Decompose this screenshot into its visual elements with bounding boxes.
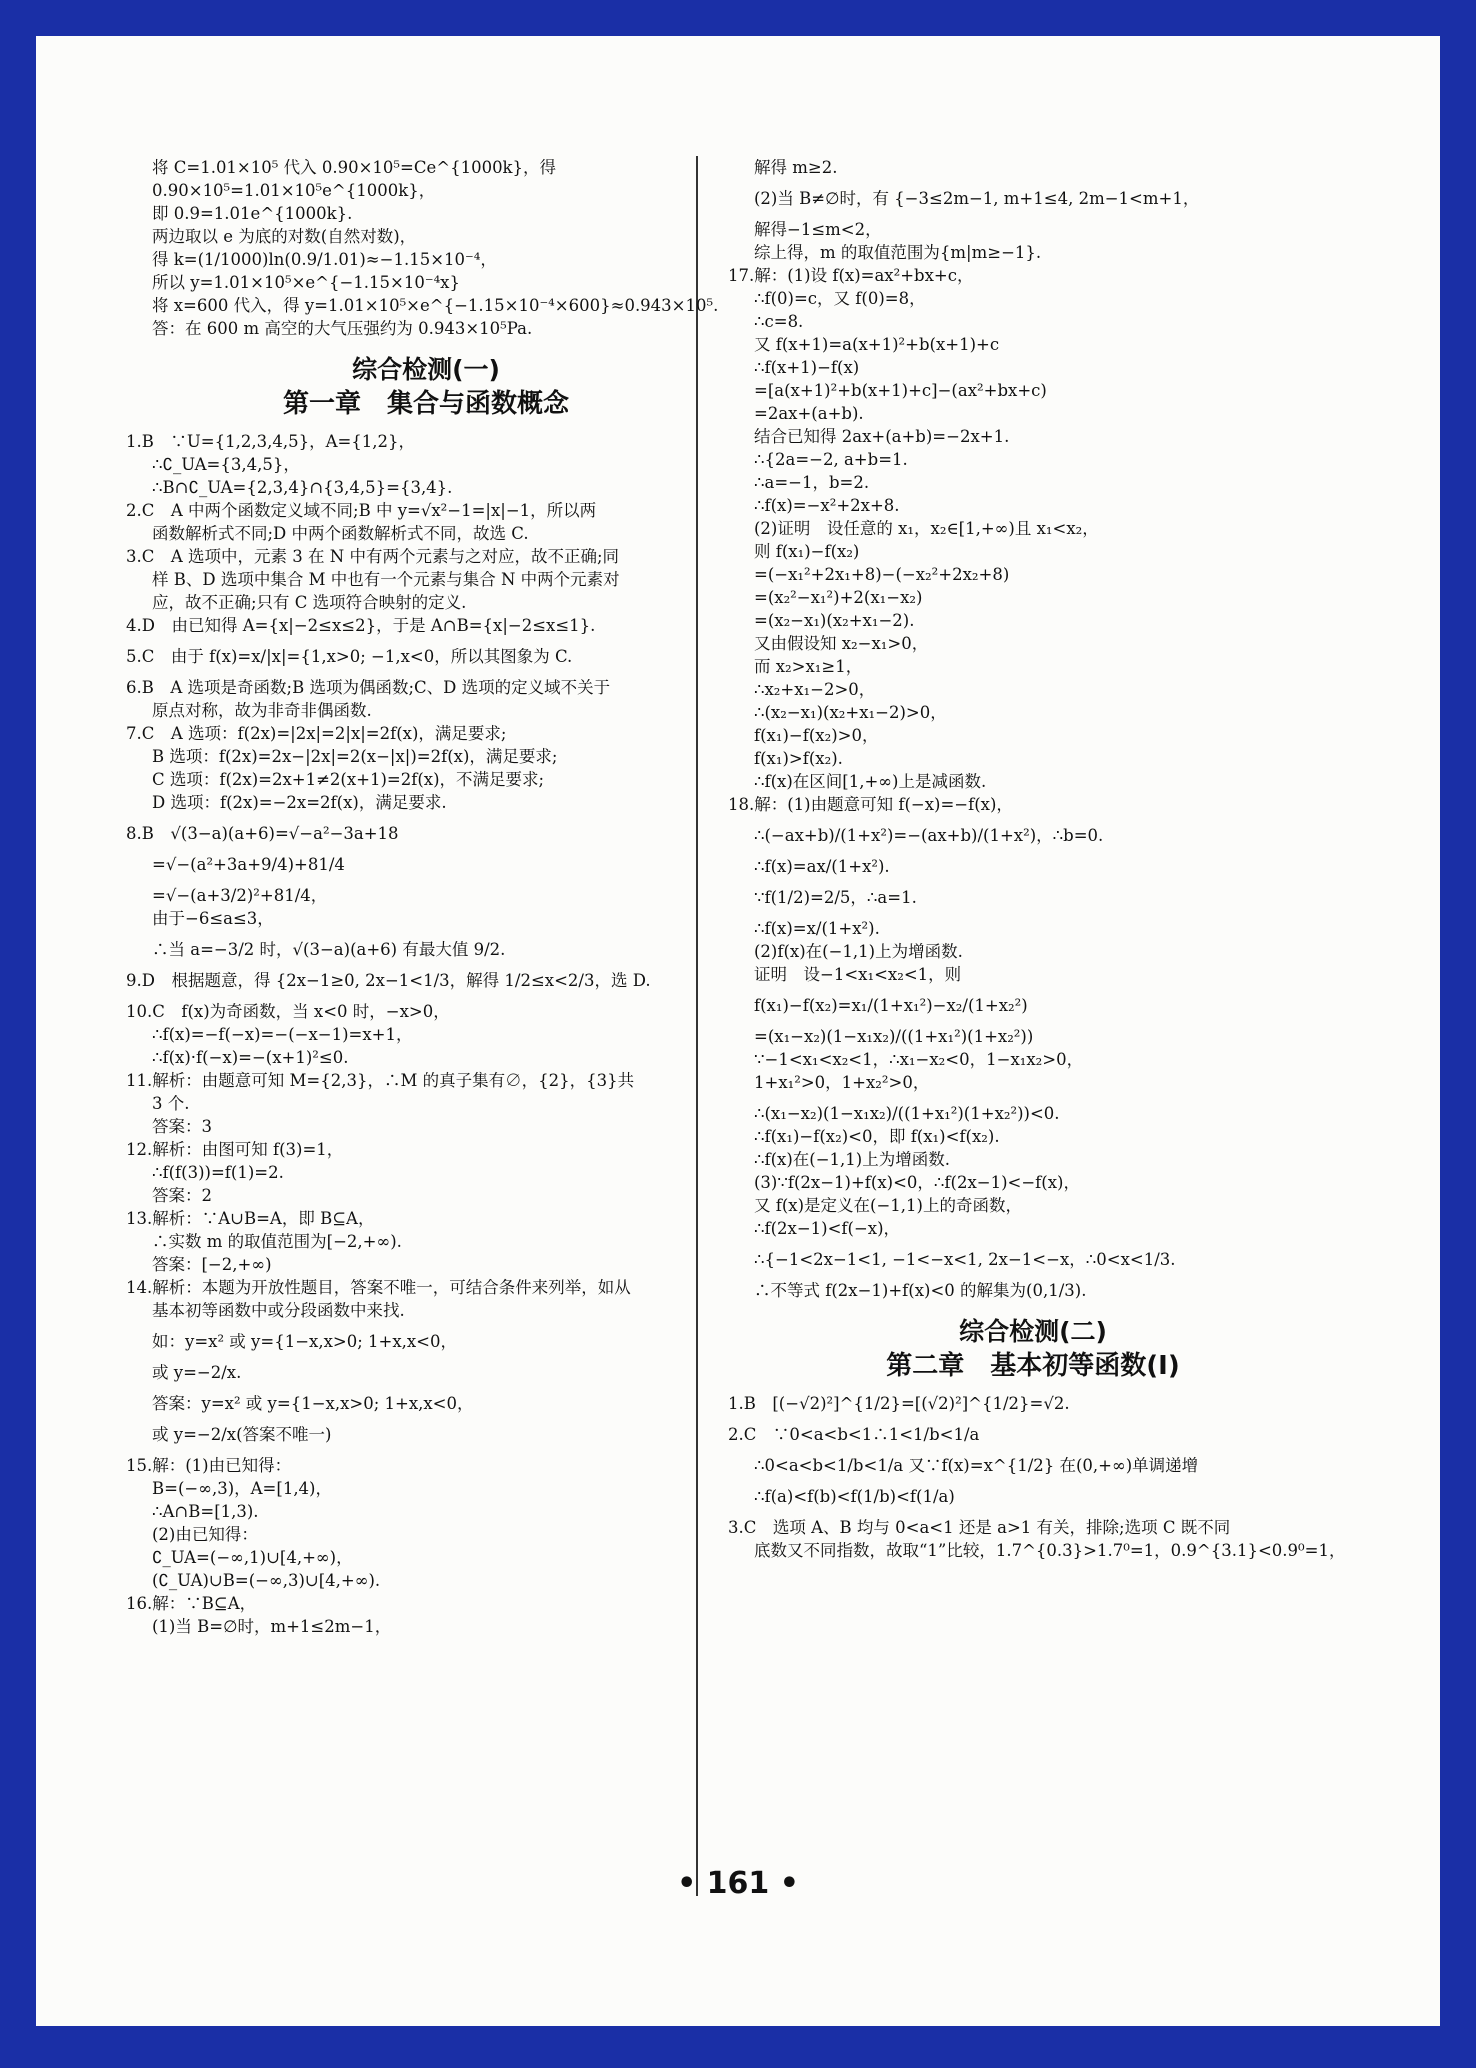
answer-line: 9.D 根据题意，得 {2x−1≥0, 2x−1<1/3，解得 1/2≤x<2/3，选 D. bbox=[126, 971, 651, 990]
text-line: f(x₁)−f(x₂)>0， bbox=[754, 726, 879, 745]
text-line: ∴f(x)=−x²+2x+8. bbox=[754, 496, 900, 515]
text-line: 0.90×10⁵=1.01×10⁵e^{1000k}， bbox=[152, 181, 436, 200]
text-line: ∴(x₁−x₂)(1−x₁x₂)/((1+x₁²)(1+x₂²))<0. bbox=[754, 1104, 1060, 1123]
answer-line: 8.B √(3−a)(a+6)=√−a²−3a+18 bbox=[126, 824, 399, 843]
answer-line: 15.解：(1)由已知得： bbox=[126, 1456, 292, 1475]
text-line: 将 C=1.01×10⁵ 代入 0.90×10⁵=Ce^{1000k}，得 bbox=[152, 158, 557, 177]
text-line: 则 f(x₁)−f(x₂) bbox=[754, 542, 860, 561]
answer-line: 应，故不正确;只有 C 选项符合映射的定义. bbox=[152, 593, 467, 612]
text-line: ∵−1<x₁<x₂<1，∴x₁−x₂<0，1−x₁x₂>0， bbox=[754, 1050, 1084, 1069]
answer-line: 4.D 由已知得 A={x|−2≤x≤2}，于是 A∩B={x|−2≤x≤1}. bbox=[126, 616, 596, 635]
answer-line: 16.解：∵B⊆A， bbox=[126, 1594, 257, 1613]
answer-line: ∴B∩∁_UA={2,3,4}∩{3,4,5}={3,4}. bbox=[152, 478, 453, 497]
answer-line: (∁_UA)∪B=(−∞,3)∪[4,+∞). bbox=[152, 1571, 381, 1590]
answer-line: 2.C ∵0<a<b<1∴1<1/b<1/a bbox=[728, 1425, 980, 1444]
answer-line: ∴A∩B=[1,3). bbox=[152, 1502, 259, 1521]
answer-line: ∴f(a)<f(b)<f(1/b)<f(1/a) bbox=[754, 1487, 955, 1506]
answer-line: 底数又不同指数，故取“1”比较，1.7^{0.3}>1.7⁰=1，0.9^{3.1}<0.9⁰=1， bbox=[754, 1541, 1346, 1560]
chapter-title: 第一章 集合与函数概念 bbox=[282, 389, 569, 419]
text-line: 1+x₁²>0，1+x₂²>0， bbox=[754, 1073, 930, 1092]
text-line: (2)当 B≠∅时，有 {−3≤2m−1, m+1≤4, 2m−1<m+1， bbox=[754, 189, 1200, 208]
section-title: 综合检测(一) bbox=[352, 355, 500, 384]
text-line: 答：在 600 m 高空的大气压强约为 0.943×10⁵Pa. bbox=[152, 319, 533, 338]
right-column bbox=[728, 156, 1346, 1562]
page-number: • 161 • bbox=[677, 1866, 799, 1901]
answer-line: ∁_UA=(−∞,1)∪[4,+∞)， bbox=[152, 1548, 353, 1567]
text-line: (2)证明 设任意的 x₁，x₂∈[1,+∞)且 x₁<x₂， bbox=[754, 519, 1099, 538]
text-line: 18.解：(1)由题意可知 f(−x)=−f(x)， bbox=[728, 795, 1013, 814]
text-line: (3)∵f(2x−1)+f(x)<0，∴f(2x−1)<−f(x)， bbox=[754, 1173, 1080, 1192]
page bbox=[36, 36, 1440, 2026]
answer-line: ∴实数 m 的取值范围为[−2,+∞). bbox=[152, 1232, 402, 1251]
answer-line: ∴0<a<b<1/b<1/a 又∵f(x)=x^{1/2} 在(0,+∞)单调递增 bbox=[754, 1456, 1199, 1475]
answer-line: 7.C A 选项：f(2x)=|2x|=2|x|=2f(x)，满足要求; bbox=[126, 724, 507, 743]
chapter-title: 第二章 基本初等函数(I) bbox=[886, 1351, 1180, 1381]
text-line: 将 x=600 代入，得 y=1.01×10⁵×e^{−1.15×10⁻⁴×600}≈0.943×10⁵. bbox=[152, 296, 719, 315]
text-line: ∴f(x)在区间[1,+∞)上是减函数. bbox=[754, 772, 987, 791]
text-line: =(x₁−x₂)(1−x₁x₂)/((1+x₁²)(1+x₂²)) bbox=[754, 1027, 1034, 1046]
answer-line: =√−(a²+3a+9/4)+81/4 bbox=[152, 855, 345, 874]
text-line: ∴(−ax+b)/(1+x²)=−(ax+b)/(1+x²)，∴b=0. bbox=[754, 826, 1104, 845]
text-line: ∴f(2x−1)<f(−x)， bbox=[754, 1219, 901, 1238]
answer-line: 3.C 选项 A、B 均与 0<a<1 还是 a>1 有关，排除;选项 C 既不同 bbox=[728, 1518, 1231, 1537]
answer-line: ∴∁_UA={3,4,5}， bbox=[152, 455, 300, 474]
text-line: ∴f(0)=c，又 f(0)=8， bbox=[754, 289, 926, 308]
answer-line: 函数解析式不同;D 中两个函数解析式不同，故选 C. bbox=[152, 524, 529, 543]
text-line: ∴f(x₁)−f(x₂)<0，即 f(x₁)<f(x₂). bbox=[754, 1127, 1000, 1146]
answer-line: (1)当 B=∅时，m+1≤2m−1， bbox=[152, 1617, 392, 1636]
text-line: ∴不等式 f(2x−1)+f(x)<0 的解集为(0,1/3). bbox=[754, 1281, 1087, 1300]
answer-line: 13.解析：∵A∪B=A，即 B⊆A， bbox=[126, 1209, 375, 1228]
text-line: =(x₂−x₁)(x₂+x₁−2). bbox=[754, 611, 915, 630]
answer-line: ∴f(x)=−f(−x)=−(−x−1)=x+1， bbox=[152, 1025, 413, 1044]
text-line: 又 f(x+1)=a(x+1)²+b(x+1)+c bbox=[754, 335, 1000, 354]
text-line: 所以 y=1.01×10⁵×e^{−1.15×10⁻⁴x} bbox=[152, 273, 460, 292]
text-line: 得 k=(1/1000)ln(0.9/1.01)≈−1.15×10⁻⁴， bbox=[152, 250, 497, 269]
answer-line: 12.解析：由图可知 f(3)=1， bbox=[126, 1140, 344, 1159]
answer-line: =√−(a+3/2)²+81/4， bbox=[152, 886, 328, 905]
answer-line: (2)由已知得： bbox=[152, 1525, 258, 1544]
text-line: 而 x₂>x₁≥1， bbox=[754, 657, 863, 676]
answer-line: 3 个. bbox=[152, 1094, 190, 1113]
text-line: f(x₁)>f(x₂). bbox=[754, 749, 843, 768]
answer-line: ∴当 a=−3/2 时，√(3−a)(a+6) 有最大值 9/2. bbox=[152, 940, 506, 959]
text-line: ∴{−1<2x−1<1, −1<−x<1, 2x−1<−x，∴0<x<1/3. bbox=[754, 1250, 1176, 1269]
left-column bbox=[126, 156, 726, 1638]
answer-line: 答案：2 bbox=[152, 1186, 212, 1205]
answer-line: 或 y=−2/x(答案不唯一) bbox=[152, 1425, 332, 1444]
text-line: =[a(x+1)²+b(x+1)+c]−(ax²+bx+c) bbox=[754, 381, 1047, 400]
answer-line: 1.B [(−√2)²]^{1/2}=[(√2)²]^{1/2}=√2. bbox=[728, 1394, 1070, 1413]
answer-line: 6.B A 选项是奇函数;B 选项为偶函数;C、D 选项的定义域不关于 bbox=[126, 678, 611, 697]
text-line: =(x₂²−x₁²)+2(x₁−x₂) bbox=[754, 588, 923, 607]
section-title: 综合检测(二) bbox=[959, 1317, 1107, 1346]
text-line: 结合已知得 2ax+(a+b)=−2x+1. bbox=[754, 427, 1010, 446]
text-line: ∴a=−1，b=2. bbox=[754, 473, 870, 492]
answer-line: 5.C 由于 f(x)=x/|x|={1,x>0; −1,x<0，所以其图象为 C. bbox=[126, 647, 573, 666]
text-line: ∵f(1/2)=2/5，∴a=1. bbox=[754, 888, 917, 907]
text-line: =2ax+(a+b). bbox=[754, 404, 864, 423]
text-line: 解得−1≤m<2， bbox=[754, 220, 882, 239]
text-line: =(−x₁²+2x₁+8)−(−x₂²+2x₂+8) bbox=[754, 565, 1010, 584]
text-line: 两边取以 e 为底的对数(自然对数)， bbox=[152, 227, 417, 246]
text-line: ∴f(x)=x/(1+x²). bbox=[754, 919, 880, 938]
text-line: ∴f(x)=ax/(1+x²). bbox=[754, 857, 890, 876]
text-line: 又由假设知 x₂−x₁>0， bbox=[754, 634, 929, 653]
answer-line: 由于−6≤a≤3， bbox=[152, 909, 274, 928]
text-line: ∴{2a=−2, a+b=1. bbox=[754, 450, 908, 469]
text-line: 17.解：(1)设 f(x)=ax²+bx+c， bbox=[728, 266, 974, 285]
answer-line: 或 y=−2/x. bbox=[152, 1363, 242, 1382]
answer-line: 11.解析：由题意可知 M={2,3}，∴M 的真子集有∅，{2}，{3}共 bbox=[126, 1071, 635, 1090]
answer-line: 10.C f(x)为奇函数，当 x<0 时，−x>0， bbox=[126, 1002, 450, 1021]
answer-line: 答案：3 bbox=[152, 1117, 212, 1136]
text-line: 综上得，m 的取值范围为{m|m≥−1}. bbox=[754, 243, 1042, 262]
text-line: ∴x₂+x₁−2>0， bbox=[754, 680, 876, 699]
answer-line: ∴f(f(3))=f(1)=2. bbox=[152, 1163, 284, 1182]
answer-line: 答案：y=x² 或 y={1−x,x>0; 1+x,x<0， bbox=[152, 1394, 474, 1413]
answer-line: 1.B ∵U={1,2,3,4,5}，A={1,2}， bbox=[126, 432, 416, 451]
text-line: 又 f(x)是定义在(−1,1)上的奇函数， bbox=[754, 1196, 1022, 1215]
answer-line: 如：y=x² 或 y={1−x,x>0; 1+x,x<0， bbox=[152, 1332, 458, 1351]
answer-line: D 选项：f(2x)=−2x=2f(x)，满足要求. bbox=[152, 793, 447, 812]
text-line: ∴f(x+1)−f(x) bbox=[754, 358, 860, 377]
answer-line: 基本初等函数中或分段函数中来找. bbox=[152, 1301, 405, 1320]
answer-line: B 选项：f(2x)=2x−|2x|=2(x−|x|)=2f(x)，满足要求; bbox=[152, 747, 558, 766]
text-line: (2)f(x)在(−1,1)上为增函数. bbox=[754, 942, 963, 961]
answer-line: C 选项：f(2x)=2x+1≠2(x+1)=2f(x)，不满足要求; bbox=[152, 770, 545, 789]
answer-line: 样 B、D 选项中集合 M 中也有一个元素与集合 N 中两个元素对 bbox=[152, 570, 620, 589]
text-line: ∴(x₂−x₁)(x₂+x₁−2)>0， bbox=[754, 703, 947, 722]
text-line: ∴c=8. bbox=[754, 312, 804, 331]
text-line: 即 0.9=1.01e^{1000k}. bbox=[152, 204, 353, 223]
text-line: 解得 m≥2. bbox=[754, 158, 838, 177]
answer-line: 14.解析：本题为开放性题目，答案不唯一，可结合条件来列举，如从 bbox=[126, 1278, 631, 1297]
text-line: ∴f(x)在(−1,1)上为增函数. bbox=[754, 1150, 950, 1169]
text-line: 证明 设−1<x₁<x₂<1，则 bbox=[754, 965, 962, 984]
answer-line: 原点对称，故为非奇非偶函数. bbox=[152, 701, 372, 720]
answer-line: 答案：[−2,+∞) bbox=[152, 1255, 272, 1274]
answer-line: 2.C A 中两个函数定义域不同;B 中 y=√x²−1=|x|−1，所以两 bbox=[126, 501, 597, 520]
answer-line: 3.C A 选项中，元素 3 在 N 中有两个元素与之对应，故不正确;同 bbox=[126, 547, 620, 566]
answer-line: ∴f(x)·f(−x)=−(x+1)²≤0. bbox=[152, 1048, 349, 1067]
answer-line: B=(−∞,3)，A=[1,4)， bbox=[152, 1479, 332, 1498]
text-line: f(x₁)−f(x₂)=x₁/(1+x₁²)−x₂/(1+x₂²) bbox=[754, 996, 1028, 1015]
